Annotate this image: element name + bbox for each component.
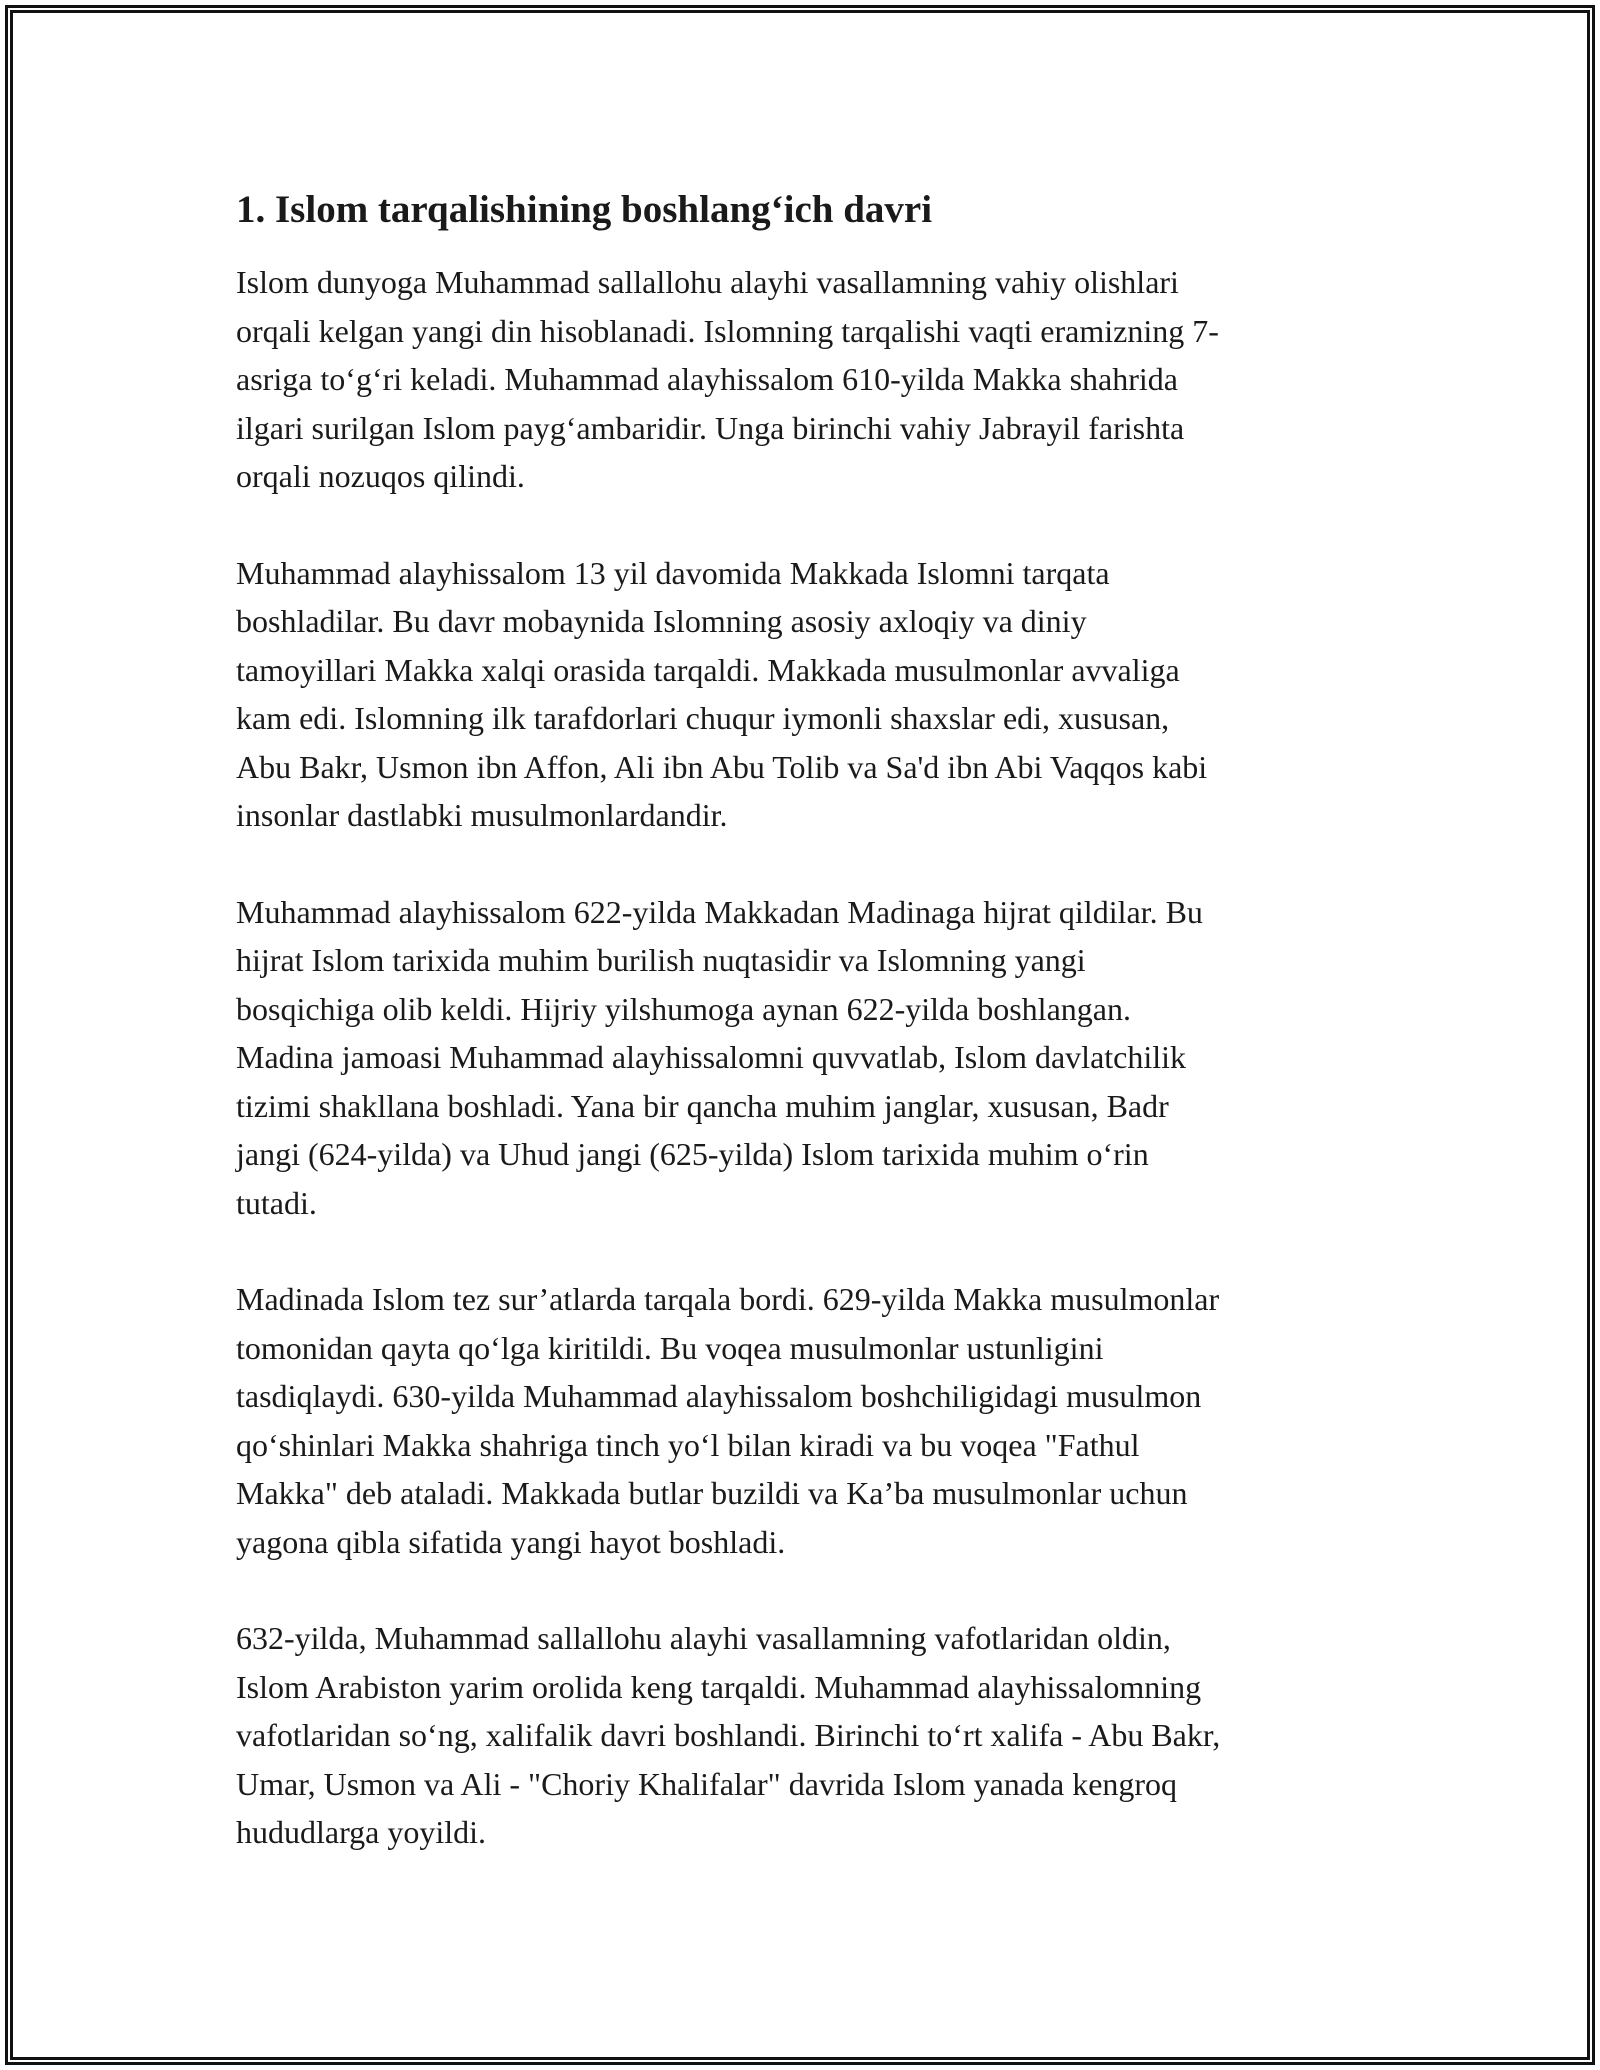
text-line: Madina jamoasi Muhammad alayhissalomni quvvatlab, Islom davlatchilik bbox=[236, 1039, 1187, 1075]
text-line: hududlarga yoyildi. bbox=[236, 1814, 487, 1850]
text-line: Makka" deb ataladi. Makkada butlar buzildi va Ka’ba musulmonlar uchun bbox=[236, 1475, 1188, 1511]
text-line: orqali nozuqos qilindi. bbox=[236, 458, 525, 494]
text-line: hijrat Islom tarixida muhim burilish nuqtasidir va Islomning yangi bbox=[236, 942, 1086, 978]
text-line: tasdiqlaydi. 630-yilda Muhammad alayhissalom boshchiligidagi musulmon bbox=[236, 1378, 1202, 1414]
paragraph-5 bbox=[236, 1614, 1376, 1857]
text-line: Islom Arabiston yarim orolida keng tarqaldi. Muhammad alayhissalomning bbox=[236, 1668, 1202, 1705]
text-line: Madinada Islom tez sur’atlarda tarqala bordi. 629-yilda Makka musulmonlar bbox=[236, 1281, 1220, 1317]
text-line: jangi (624-yilda) va Uhud jangi (625-yilda) Islom tarixida muhim o‘rin bbox=[236, 1136, 1149, 1172]
text-line: boshladilar. Bu davr mobaynida Islomning asosiy axloqiy va diniy bbox=[236, 603, 1087, 639]
text-line: bosqichiga olib keldi. Hijriy yilshumoga aynan 622-yilda boshlangan. bbox=[236, 990, 1131, 1027]
text-line: Muhammad alayhissalom 13 yil davomida Makkada Islomni tarqata bbox=[236, 554, 1110, 591]
text-line: insonlar dastlabki musulmonlardandir. bbox=[236, 797, 728, 833]
text-line: kam edi. Islomning ilk tarafdorlari chuqur iymonli shaxslar edi, xususan, bbox=[236, 700, 1170, 736]
text-line: Islom dunyoga Muhammad sallallohu alayhi vasallamning vahiy olishlari bbox=[236, 264, 1179, 300]
text-line: Muhammad alayhissalom 622-yilda Makkadan Madinaga hijrat qildilar. Bu bbox=[236, 893, 1203, 930]
paragraph-2 bbox=[236, 549, 1376, 840]
text-line: qo‘shinlari Makka shahriga tinch yo‘l bilan kiradi va bu voqea "Fathul bbox=[236, 1426, 1140, 1463]
text-line: tomonidan qayta qo‘lga kiritildi. Bu voqea musulmonlar ustunligini bbox=[236, 1329, 1104, 1366]
text-line: 632-yilda, Muhammad sallallohu alayhi vasallamning vafotlaridan oldin, bbox=[236, 1620, 1171, 1656]
text-line: asriga to‘g‘ri keladi. Muhammad alayhissalom 610-yilda Makka shahrida bbox=[236, 361, 1178, 397]
section-heading: 1. Islom tarqalishining boshlang‘ich davri bbox=[236, 188, 933, 231]
paragraph-4 bbox=[236, 1275, 1376, 1566]
text-line: tizimi shakllana boshladi. Yana bir qancha muhim janglar, xususan, Badr bbox=[236, 1087, 1169, 1124]
text-line: tamoyillari Makka xalqi orasida tarqaldi. Makkada musulmonlar avvaliga bbox=[236, 651, 1180, 688]
text-line: ilgari surilgan Islom payg‘ambaridir. Unga birinchi vahiy Jabrayil farishta bbox=[236, 409, 1185, 446]
document-body bbox=[236, 186, 1376, 1905]
text-line: Umar, Usmon va Ali - "Choriy Khalifalar" davrida Islom yanada kengroq bbox=[236, 1765, 1178, 1802]
text-line: yagona qibla sifatida yangi hayot boshladi. bbox=[236, 1523, 786, 1560]
text-line: tutadi. bbox=[236, 1184, 317, 1221]
paragraph-1 bbox=[236, 258, 1376, 501]
paragraph-3 bbox=[236, 888, 1376, 1228]
text-line: orqali kelgan yangi din hisoblanadi. Islomning tarqalishi vaqti eramizning 7- bbox=[236, 312, 1219, 349]
text-line: Abu Bakr, Usmon ibn Affon, Ali ibn Abu Tolib va Sa'd ibn Abi Vaqqos kabi bbox=[236, 748, 1208, 785]
text-line: vafotlaridan so‘ng, xalifalik davri boshlandi. Birinchi to‘rt xalifa - Abu Bakr, bbox=[236, 1717, 1221, 1753]
